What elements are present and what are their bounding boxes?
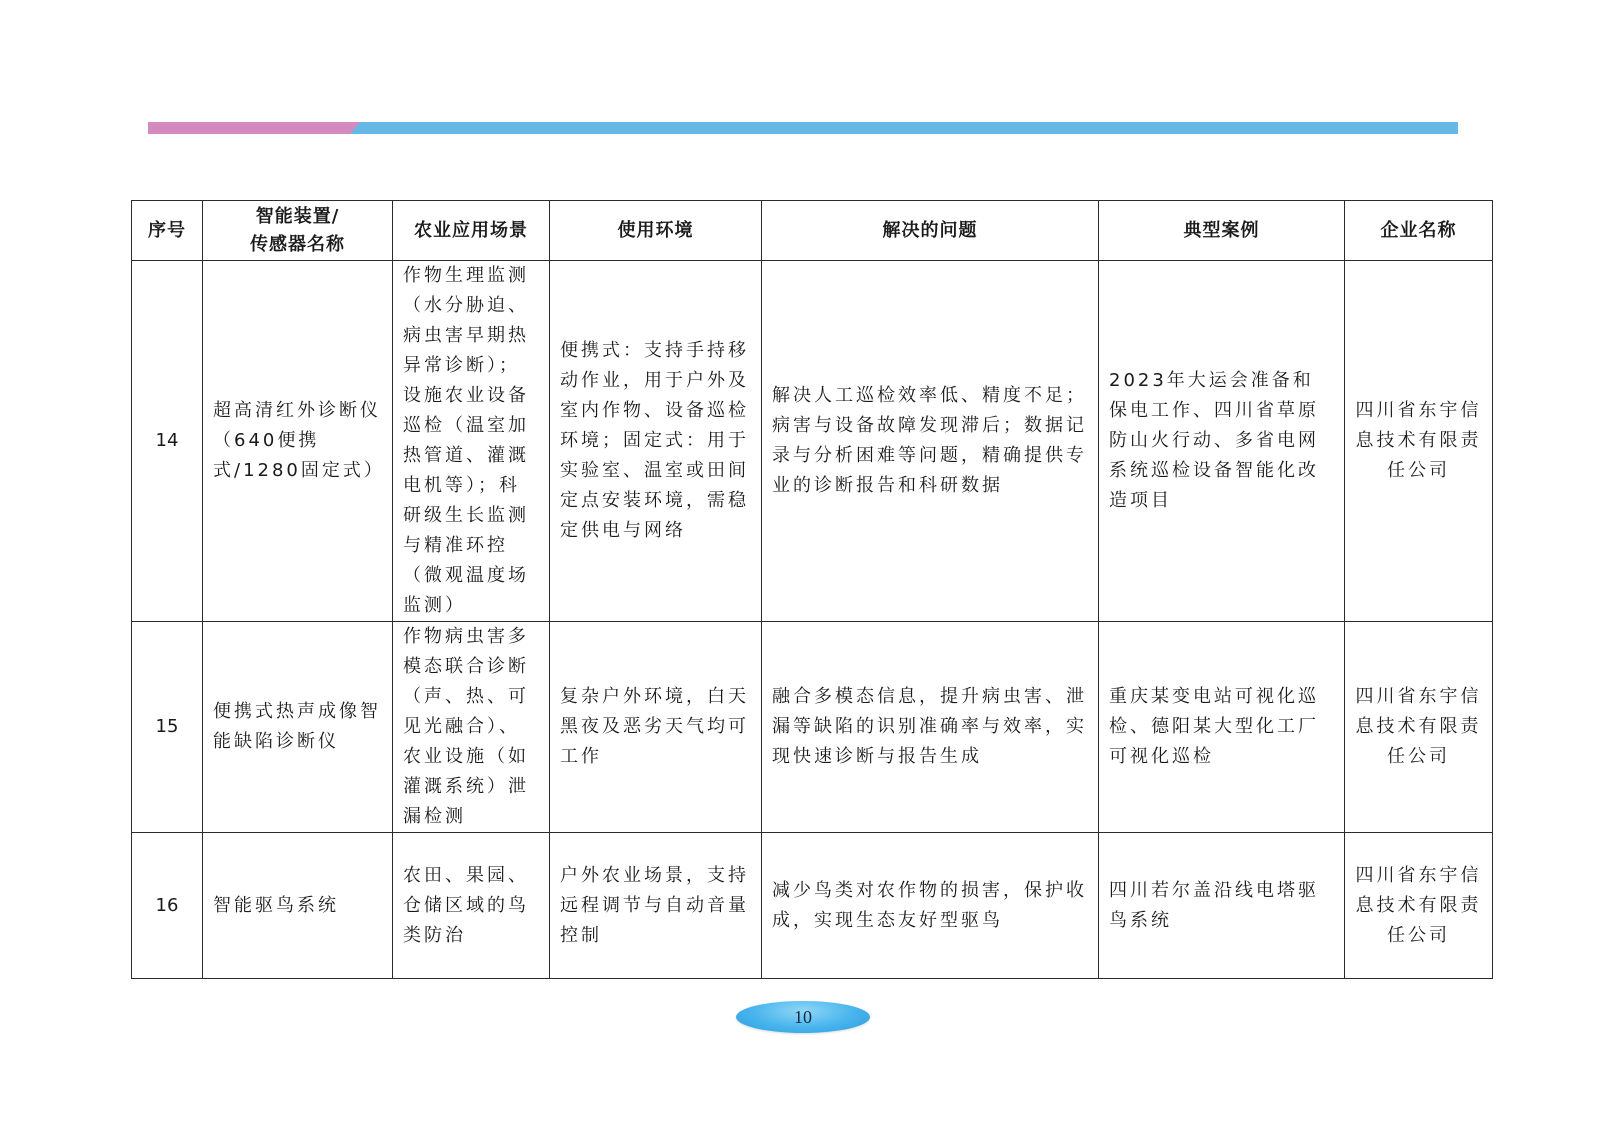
header-environment: 使用环境 <box>550 201 762 261</box>
header-scenario: 农业应用场景 <box>393 201 550 261</box>
header-case: 典型案例 <box>1099 201 1345 261</box>
row-scenario: 作物生理监测（水分胁迫、病虫害早期热异常诊断）；设施农业设备巡检（温室加热管道、灌溉电机等）；科研级生长监测与精准环控（微观温度场监测） <box>393 261 550 622</box>
table-row <box>132 261 1493 622</box>
page-number: 10 <box>794 1006 812 1027</box>
header-no: 序号 <box>132 201 203 261</box>
row-scenario: 作物病虫害多模态联合诊断（声、热、可见光融合）、农业设施（如灌溉系统）泄漏检测 <box>393 622 550 833</box>
row-scenario: 农田、果园、仓储区域的鸟类防治 <box>393 833 550 979</box>
table-row <box>132 833 1493 979</box>
device-table <box>131 200 1493 979</box>
row-device: 超高清红外诊断仪（640便携式/1280固定式） <box>203 261 393 622</box>
page-number-badge <box>736 1001 870 1033</box>
header-band-blue <box>350 122 1458 134</box>
row-environment: 复杂户外环境，白天黑夜及恶劣天气均可工作 <box>550 622 762 833</box>
row-environment: 便携式：支持手持移动作业，用于户外及室内作物、设备巡检环境；固定式：用于实验室、温室或田间定点安装环境，需稳定供电与网络 <box>550 261 762 622</box>
device-table-container <box>131 200 1486 979</box>
header-device: 智能装置/ 传感器名称 <box>203 201 393 261</box>
row-company: 四川省东宇信息技术有限责任公司 <box>1345 833 1493 979</box>
row-company: 四川省东宇信息技术有限责任公司 <box>1345 622 1493 833</box>
row-device: 便携式热声成像智能缺陷诊断仪 <box>203 622 393 833</box>
header-band-pink <box>148 122 378 134</box>
row-no: 14 <box>132 261 203 622</box>
table-row <box>132 622 1493 833</box>
row-no: 15 <box>132 622 203 833</box>
row-device: 智能驱鸟系统 <box>203 833 393 979</box>
header-company: 企业名称 <box>1345 201 1493 261</box>
row-problem: 解决人工巡检效率低、精度不足；病害与设备故障发现滞后；数据记录与分析困难等问题，精确提供专业的诊断报告和科研数据 <box>762 261 1099 622</box>
row-case: 重庆某变电站可视化巡检、德阳某大型化工厂可视化巡检 <box>1099 622 1345 833</box>
row-case: 四川若尔盖沿线电塔驱鸟系统 <box>1099 833 1345 979</box>
header-decor-band <box>148 122 1458 134</box>
row-problem: 融合多模态信息，提升病虫害、泄漏等缺陷的识别准确率与效率，实现快速诊断与报告生成 <box>762 622 1099 833</box>
row-company: 四川省东宇信息技术有限责任公司 <box>1345 261 1493 622</box>
row-case: 2023年大运会准备和保电工作、四川省草原防山火行动、多省电网系统巡检设备智能化改造项目 <box>1099 261 1345 622</box>
row-no: 16 <box>132 833 203 979</box>
table-header-row <box>132 201 1493 261</box>
row-problem: 减少鸟类对农作物的损害，保护收成，实现生态友好型驱鸟 <box>762 833 1099 979</box>
row-environment: 户外农业场景，支持远程调节与自动音量控制 <box>550 833 762 979</box>
header-problem: 解决的问题 <box>762 201 1099 261</box>
